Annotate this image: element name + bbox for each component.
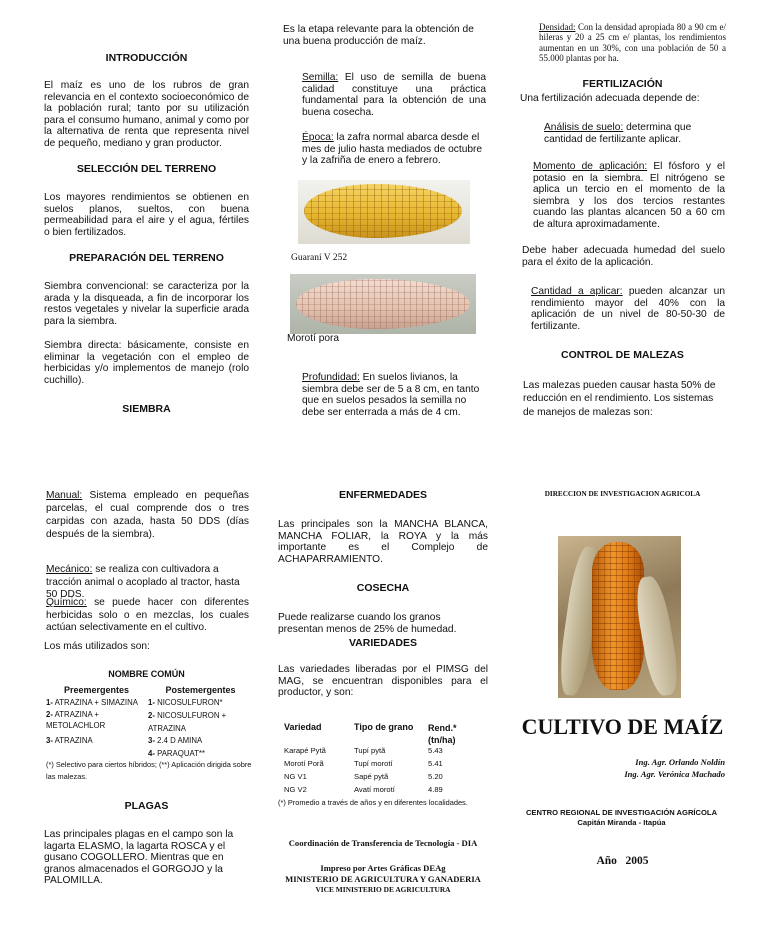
seleccion-paragraph: Los mayores rendimientos se obtienen en suelos planos, sueltos, con buena permeabilidad para el aire y el agua, fértiles o bien fertilizados. [44, 192, 249, 238]
manual-paragraph: Manual: Sistema empleado en pequeñas parcelas, el cual comprende dos o tres carpidas con azada, hasta 50 DDS (días después de la siembra). [46, 490, 249, 540]
column-header: Variedad [284, 722, 322, 732]
white-corn-cob [296, 279, 470, 329]
semilla-label: Semilla: [302, 72, 339, 83]
momento-aplicacion-paragraph: Momento de aplicación: El fósforo y el potasio en la siembra. El nitrógeno se aplica un tercio en el momento de la siembra y los dos tercios restantes cuando las plantas alcancen 50 a 60 cm de altura aproximadamente. [533, 161, 725, 230]
preemergentes-heading: Preemergentes [63, 685, 130, 695]
densidad-paragraph: Densidad: Con la densidad apropiada 80 a 90 cm e/ hileras y 20 a 25 cm e/ plantas, los rendimientos aumentan en un 30%, con una población de 50 a 55.000 plantas por ha. [539, 22, 726, 63]
heading-control-malezas: CONTROL DE MALEZAS [561, 349, 684, 361]
fertilizacion-intro: Una fertilización adecuada depende de: [520, 93, 700, 104]
postemergentes-heading: Postemergentes [165, 685, 236, 695]
moroti-corn-photo [290, 274, 476, 334]
epoca-paragraph: Época: la zafra normal abarca desde el mes de julio hasta mediados de octubre y la zafriña de enero a febrero. [302, 132, 483, 167]
cover-corn-photo [558, 536, 681, 698]
semilla-paragraph: Semilla: El uso de semilla de buena calidad constituye una práctica fundamental para la obtención de una buena cosecha. [302, 72, 486, 118]
etapa-paragraph: Es la etapa relevante para la obtención de una buena producción de maíz. [283, 24, 474, 47]
variedades-paragraph: Las variedades liberadas por el PIMSG del MAG, se encuentran disponibles para el productor, y son: [278, 664, 488, 699]
densidad-label: Densidad: [539, 22, 576, 32]
heading-fertilizacion: FERTILIZACIÓN [582, 78, 663, 90]
mecanico-label: Mecánico: [46, 564, 93, 575]
guarani-corn-photo [298, 180, 470, 244]
table-row: Morotí Porã Tupí morotí 5.41 [284, 759, 443, 768]
humedad-paragraph: Debe haber adecuada humedad del suelo para el éxito de la aplicación. [522, 245, 725, 268]
column-header: Rend.* (tn/ha) [428, 723, 457, 745]
herbicide-item: 1- NICOSULFURON* [148, 698, 223, 707]
caption-guarani: Guaraní V 252 [291, 253, 348, 263]
table-row: Karapé Pytã Tupí pytã 5.43 [284, 746, 443, 755]
herbicide-item: 2- ATRAZINA + METOLACHLOR [46, 710, 106, 730]
heading-cosecha: COSECHA [356, 582, 410, 594]
impreso-text: Impreso por Artes Gráficas DEAg [320, 863, 446, 873]
location-text: Capitán Miranda - Itapúa [577, 818, 666, 827]
caption-moroti: Morotí pora [287, 333, 340, 344]
heading-seleccion-terreno: SELECCIÓN DEL TERRENO [76, 163, 217, 175]
variedades-table [284, 722, 478, 798]
author-1: Ing. Agr. Orlando Noldín [635, 757, 725, 767]
heading-variedades: VARIEDADES [348, 637, 418, 649]
cosecha-paragraph: Puede realizarse cuando los granos presentan menos de 25% de humedad. [278, 612, 457, 635]
intro-paragraph: El maíz es uno de los rubros de gran relevancia en el contexto socioeconómico de la población rural; tanto por su utilización para el consumo humano, animal y como por la alternativa de renta que representa nivel de pequeño, mediano y gran productor. [44, 80, 249, 149]
siembra-directa-paragraph: Siembra directa: básicamente, consiste en eliminar la vegetación con el empleo de herbicidas y/o implementos de manejo (rolo cuchillo). [44, 340, 249, 386]
document-title: CULTIVO DE MAÍZ [521, 714, 724, 739]
herbicide-item: 4- PARAQUAT** [148, 749, 205, 758]
herbicide-item: 1- ATRAZINA + SIMAZINA [46, 698, 138, 707]
momento-label: Momento de aplicación: [533, 161, 648, 172]
table-row: NG V1 Sapé pytã 5.20 [284, 772, 443, 781]
table-header-row [284, 722, 478, 746]
herbicide-footnote: (*) Selectivo para ciertos híbridos; (**) Aplicación dirigida sobre las malezas. [46, 760, 252, 781]
ministerio-text: MINISTERIO DE AGRICULTURA Y GANADERIA [285, 874, 481, 884]
table-row: NG V2 Avatí morotí 4.89 [284, 785, 443, 794]
analisis-label: Análisis de suelo: [544, 122, 624, 133]
analisis-suelo-paragraph: Análisis de suelo: determina que cantidad de fertilizante aplicar. [544, 122, 692, 145]
epoca-label: Época: [302, 132, 334, 143]
year-text: Año 2005 [596, 855, 649, 867]
heading-introduccion: INTRODUCCIÓN [105, 52, 188, 64]
direccion-text: DIRECCION DE INVESTIGACION AGRICOLA [544, 490, 701, 498]
enfermedades-paragraph: Las principales son la MANCHA BLANCA, MANCHA FOLIAR, la ROYA y la más importante es el Complejo de ACHAPARRAMIENTO. [278, 519, 488, 565]
author-2: Ing. Agr. Verónica Machado [624, 769, 725, 779]
herbicide-item: 3- 2.4 D AMINA [148, 736, 203, 745]
profundidad-paragraph: Profundidad: En suelos livianos, la siembra debe ser de 5 a 8 cm, en tanto que en suelos pesados la semilla no debe ser enterrada a más de 4 cm. [302, 372, 480, 418]
centro-regional-text: CENTRO REGIONAL DE INVESTIGACIÓN AGRÍCOLA [525, 808, 718, 817]
profundidad-label: Profundidad: [302, 372, 360, 383]
coordinacion-text: Coordinación de Transferencia de Tecnología - DIA [288, 838, 478, 848]
heading-siembra: SIEMBRA [122, 403, 171, 415]
postemergentes-list [148, 697, 254, 760]
nombre-comun-heading: NOMBRE COMÚN [108, 669, 185, 679]
quimico-label: Químico: [46, 597, 87, 608]
preemergentes-list [46, 697, 146, 747]
heading-plagas: PLAGAS [124, 800, 169, 812]
heading-preparacion-terreno: PREPARACIÓN DEL TERRENO [69, 252, 224, 264]
vice-ministerio-text: VICE MINISTERIO DE AGRICULTURA [315, 885, 451, 894]
control-malezas-paragraph: Las malezas pueden causar hasta 50% de reducción en el rendimiento. Los sistemas de manejos de malezas son: [523, 380, 716, 418]
column-header: Tipo de grano [354, 722, 414, 732]
quimico-paragraph: Químico: se puede hacer con diferentes herbicidas solo o en mezclas, los cuales actúan selectivamente en el cultivo. [46, 597, 249, 633]
herbicide-item: 3- ATRAZINA [46, 736, 93, 745]
orange-corn-cob [592, 542, 644, 690]
mecanico-paragraph: Mecánico: se realiza con cultivadora a tracción animal o acoplado al tractor, hasta 50 DDS. [46, 564, 240, 600]
siembra-convencional-paragraph: Siembra convencional: se caracteriza por la arada y la disqueada, a fin de incorporar los restos vegetales y nivelar la superficie arada para la siembra. [44, 281, 249, 327]
yellow-corn-cob [304, 184, 462, 238]
manual-label: Manual: [46, 490, 83, 501]
mas-utilizados-text: Los más utilizados son: [44, 641, 150, 652]
cantidad-aplicar-paragraph: Cantidad a aplicar: pueden alcanzar un rendimiento mayor del 40% con la aplicación de un nivel de 80-50-30 de fertilizante. [531, 286, 725, 332]
table-footnote: (*) Promedio a través de años y en diferentes localidades. [278, 798, 468, 807]
heading-enfermedades: ENFERMEDADES [338, 489, 428, 501]
herbicide-item: 2- NICOSULFURON + ATRAZINA [148, 711, 227, 733]
plagas-paragraph: Las principales plagas en el campo son la lagarta ELASMO, la lagarta ROSCA y el gusano COGOLLERO. Mientras que en granos almacenados el GORGOJO y la PALOMILLA. [44, 829, 234, 887]
cantidad-label: Cantidad a aplicar: [531, 286, 623, 297]
